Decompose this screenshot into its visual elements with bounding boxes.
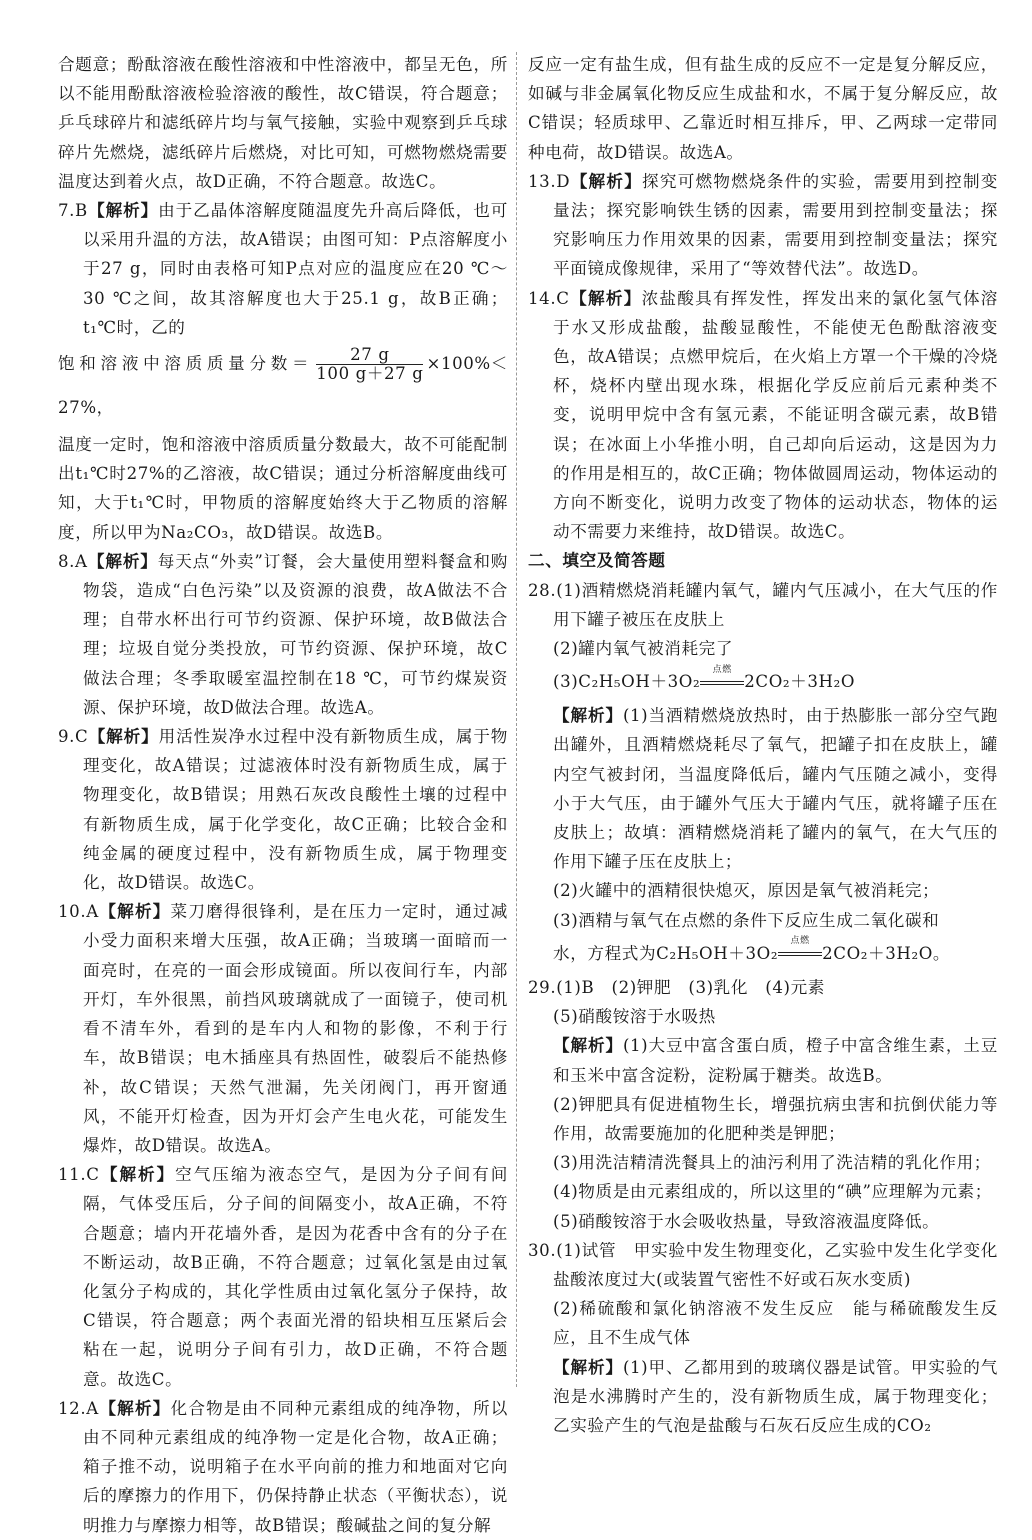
analysis-paragraph xyxy=(528,701,998,876)
condition-label: 点燃 xyxy=(790,936,810,947)
reaction-condition xyxy=(700,664,744,688)
paragraph: 温度一定时，饱和溶液中溶质质量分数最大，故不可能配制出t₁℃时27%的乙溶液，故C错误；通过分析溶解度曲线可知，大于t₁℃时，甲物质的溶解度始终大于乙物质的溶解度，所以甲为Na₂CO₃，故D错误。故选B。 xyxy=(58,435,508,542)
answer-line: (2)火罐中的酒精很快熄灭，原因是氧气被消耗完； xyxy=(553,881,940,901)
analysis-tag: 【解析】 xyxy=(553,1036,623,1056)
left-column xyxy=(58,50,508,1540)
equals-line xyxy=(778,952,822,953)
analysis-tag: 【解析】 xyxy=(99,1165,176,1185)
paragraph: 合题意；酚酞溶液在酸性溶液和中性溶液中，都呈无色，所以不能用酚酞溶液检验溶液的酸性，故C错误，符合题意；乒乓球碎片和滤纸碎片均与氧气接触，实验中观察到乒乓球碎片先燃烧，滤纸碎片后燃烧，对比可知，可燃物燃烧需要温度达到着火点，故D正确，不符合题意。故选C。 xyxy=(58,55,508,191)
question-number: 28. xyxy=(528,580,557,600)
chemical-equation xyxy=(528,663,998,701)
answer-line: (2)钾肥具有促进植物生长，增强抗病虫害和抗倒伏能力等作用，故需要施加的化肥种类是钾肥； xyxy=(553,1094,998,1143)
answer-line: (4)物质是由元素组成的，所以这里的“碘”应理解为元素； xyxy=(553,1182,992,1202)
question-number: 13.D xyxy=(528,171,571,191)
question-item xyxy=(528,284,998,547)
answer-line: (3)用洗洁精清洗餐具上的油污利用了洗洁精的乳化作用； xyxy=(553,1153,991,1173)
column-divider xyxy=(516,52,517,1387)
equation-reactants: (3)C₂H₅OH＋3O₂ xyxy=(553,672,701,692)
equals-line xyxy=(700,684,744,685)
answer-text: (1)试管 甲实验中发生物理变化，乙实验中发生化学变化 盐酸浓度过大(或装置气密性不好或石灰水变质) xyxy=(553,1240,1016,1289)
question-number: 10.A xyxy=(58,902,99,922)
answer-text: 菜刀磨得很锋利，是在压力一定时，通过减小受力面积来增大压强，故A正确；当玻璃一面暗而一面亮时，在亮的一面会形成镜面。所以夜间行车，内部开灯，车外很黑，前挡风玻璃就成了一面镜子，使司机看不清车外，看到的是车内人和物的影像，不利于行车，故B错误；电木插座具有热固性，破裂后不能热修补，故C错误；天然气泄漏，先关闭阀门，再开窗通风，不能开灯检查，因为开灯会产生电火花，可能发生爆炸，故D错误。故选A。 xyxy=(83,902,508,1155)
analysis-text: (1)当酒精燃烧放热时，由于热膨胀一部分空气跑出罐外，且酒精燃烧耗尽了氧气，把罐子扣在皮肤上，罐内空气被封闭，当温度降低后，罐内气压随之减小，变得小于大气压，由于罐外气压大于罐内气压，就将罐子压在皮肤上；故填：酒精燃烧消耗了罐内的氧气，在大气压的作用下罐子压在皮肤上； xyxy=(553,706,998,872)
analysis-tag: 【解析】 xyxy=(88,727,159,747)
equation-products: 2CO₂＋3H₂O。 xyxy=(822,943,951,963)
question-number: 29. xyxy=(528,977,557,997)
analysis-paragraph xyxy=(528,1031,998,1089)
answer-text: 由于乙晶体溶解度随温度先升高后降低，也可以采用升温的方法，故A错误；由图可知：P点溶解度小于27 g，同时由表格可知P点对应的温度应在20 ℃～30 ℃之间，故其溶解度也大于25.1 g，故B正确；t₁℃时，乙的 xyxy=(83,201,508,337)
question-item xyxy=(58,1394,508,1540)
answer-text: (1)B (2)钾肥 (3)乳化 (4)元素 xyxy=(556,977,825,997)
analysis-text: (1)甲、乙都用到的玻璃仪器是试管。甲实验的气泡是水沸腾时产生的，没有新物质生成，属于物理变化；乙实验产生的气泡是盐酸与石灰石反应生成的CO₂ xyxy=(553,1357,998,1435)
question-item xyxy=(528,576,998,634)
fraction-denominator: 100 g＋27 g xyxy=(316,364,424,384)
analysis-text: (1)大豆中富含蛋白质，橙子中富含维生素，土豆和玉米中富含淀粉，淀粉属于糖类。故选B。 xyxy=(553,1036,998,1085)
question-item xyxy=(58,547,508,722)
analysis-tag: 【解析】 xyxy=(87,201,159,221)
analysis-tag: 【解析】 xyxy=(553,1357,623,1377)
question-number: 30. xyxy=(528,1240,557,1260)
fraction-equation xyxy=(58,342,508,430)
answer-line: (3)酒精与氧气在点燃的条件下反应生成二氧化碳和 xyxy=(553,910,940,930)
answer-text: 用活性炭净水过程中没有新物质生成，属于物理变化，故A错误；过滤液体时没有新物质生成，属于物理变化，故B错误；用熟石灰改良酸性土壤的过程中有新物质生成，属于化学变化，故C正确；比较合金和纯金属的硬度过程中，没有新物质生成，属于物理变化，故D错误。故选C。 xyxy=(83,727,508,893)
question-number: 7.B xyxy=(58,201,88,221)
answer-line: (2)稀硫酸和氯化钠溶液不发生反应 能与稀硫酸发生反应，且不生成气体 xyxy=(553,1299,998,1348)
equation-suffix: ×100%＜27%， xyxy=(58,354,508,418)
question-number: 11.C xyxy=(58,1165,100,1185)
answer-text: 浓盐酸具有挥发性，挥发出来的氯化氢气体溶于水又形成盐酸，盐酸显酸性，不能使无色酚酞溶液变色，故A错误；点燃甲烷后，在火焰上方罩一个干燥的冷烧杯，烧杯内壁出现水珠，根据化学反应前后元素种类不变，说明甲烷中含有氢元素，不能证明含碳元素，故B错误；在冰面上小华推小明，自己却向后运动，这是因为力的作用是相互的，故C正确；物体做圆周运动，物体运动的方向不断变化，说明力改变了物体的运动状态，物体的运动不需要力来维持，故D错误。故选C。 xyxy=(553,288,998,542)
analysis-paragraph xyxy=(528,1353,998,1441)
equals-line xyxy=(778,955,822,956)
question-number: 14.C xyxy=(528,288,570,308)
answer-text: 空气压缩为液态空气，是因为分子间有间隔，气体受压后，分子间的间隔变小，故A正确，不符合题意；墙内开花墙外香，是因为花香中含有的分子在不断运动，故B正确，不符合题意；过氧化氢是由过氧化氢分子构成的，其化学性质由过氧化氢分子保持，故C错误，符合题意；两个表面光滑的铅块相互压紧后会粘在一起，说明分子间有引力，故D正确，不符合题意。故选C。 xyxy=(83,1165,508,1389)
question-number: 9.C xyxy=(58,727,89,747)
answer-line: (2)罐内氧气被消耗完了 xyxy=(553,639,734,659)
question-item xyxy=(528,167,998,284)
question-number: 8.A xyxy=(58,551,88,571)
analysis-tag: 【解析】 xyxy=(569,288,642,308)
reaction-condition xyxy=(778,936,822,959)
question-item xyxy=(58,897,508,1160)
answer-text: 探究可燃物燃烧条件的实验，需要用到控制变量法；探究影响铁生锈的因素，需要用到控制变量法；探究影响压力作用效果的因素，需要用到控制变量法；探究平面镜成像规律，采用了“等效替代法”。故选D。 xyxy=(553,171,998,279)
fraction xyxy=(316,346,423,383)
question-item xyxy=(528,1236,1016,1294)
answer-text: (1)酒精燃烧消耗罐内氧气，罐内气压减小，在大气压的作用下罐子被压在皮肤上 xyxy=(553,580,998,629)
analysis-tag: 【解析】 xyxy=(87,551,158,571)
question-item xyxy=(58,196,508,342)
question-number: 12.A xyxy=(58,1398,99,1418)
answer-text: 每天点“外卖”订餐，会大量使用塑料餐盒和购物袋，造成“白色污染”以及资源的浪费，故A做法不合理；自带水杯出行可节约资源、保护环境，故B做法合理；垃圾自觉分类投放，可节约资源、保护环境，故C做法合理；冬季取暖室温控制在18 ℃，可节约煤炭资源、保护环境，故D做法合理。故选A。 xyxy=(83,551,508,717)
question-item xyxy=(58,722,508,897)
right-column xyxy=(528,50,1016,1440)
question-item xyxy=(58,1160,508,1394)
fraction-numerator: 27 g xyxy=(350,345,390,365)
equation-prefix: 饱和溶液中溶质质量分数＝ xyxy=(58,354,314,374)
paragraph: 反应一定有盐生成，但有盐生成的反应不一定是复分解反应，如碱与非金属氧化物反应生成盐和水，不属于复分解反应，故C错误；轻质球甲、乙靠近时相互排斥，甲、乙两球一定带同种电荷，故D错误。故选A。 xyxy=(528,55,998,162)
equation-reactants: 水，方程式为C₂H₅OH＋3O₂ xyxy=(553,943,779,963)
answer-text: 化合物是由不同种元素组成的纯净物，所以由不同种元素组成的纯净物一定是化合物，故A正确；箱子推不动，说明箱子在水平向前的推力和地面对它向后的摩擦力的作用下，仍保持静止状态（平衡状态），说明推力与摩擦力相等，故B错误；酸碱盐之间的复分解 xyxy=(83,1398,508,1535)
answer-line: (5)硝酸铵溶于水吸热 xyxy=(553,1007,716,1027)
question-item xyxy=(528,973,998,1002)
equation-products: 2CO₂＋3H₂O xyxy=(744,672,856,692)
analysis-tag: 【解析】 xyxy=(570,171,643,191)
answer-line: (5)硝酸铵溶于水会吸收热量，导致溶液温度降低。 xyxy=(553,1211,940,1231)
section-heading: 二、填空及简答题 xyxy=(528,551,666,571)
analysis-tag: 【解析】 xyxy=(98,1398,171,1418)
analysis-tag: 【解析】 xyxy=(98,902,171,922)
condition-label: 点燃 xyxy=(712,664,732,675)
analysis-tag: 【解析】 xyxy=(553,706,623,726)
chemical-equation xyxy=(528,935,998,973)
equals-line xyxy=(700,681,744,682)
